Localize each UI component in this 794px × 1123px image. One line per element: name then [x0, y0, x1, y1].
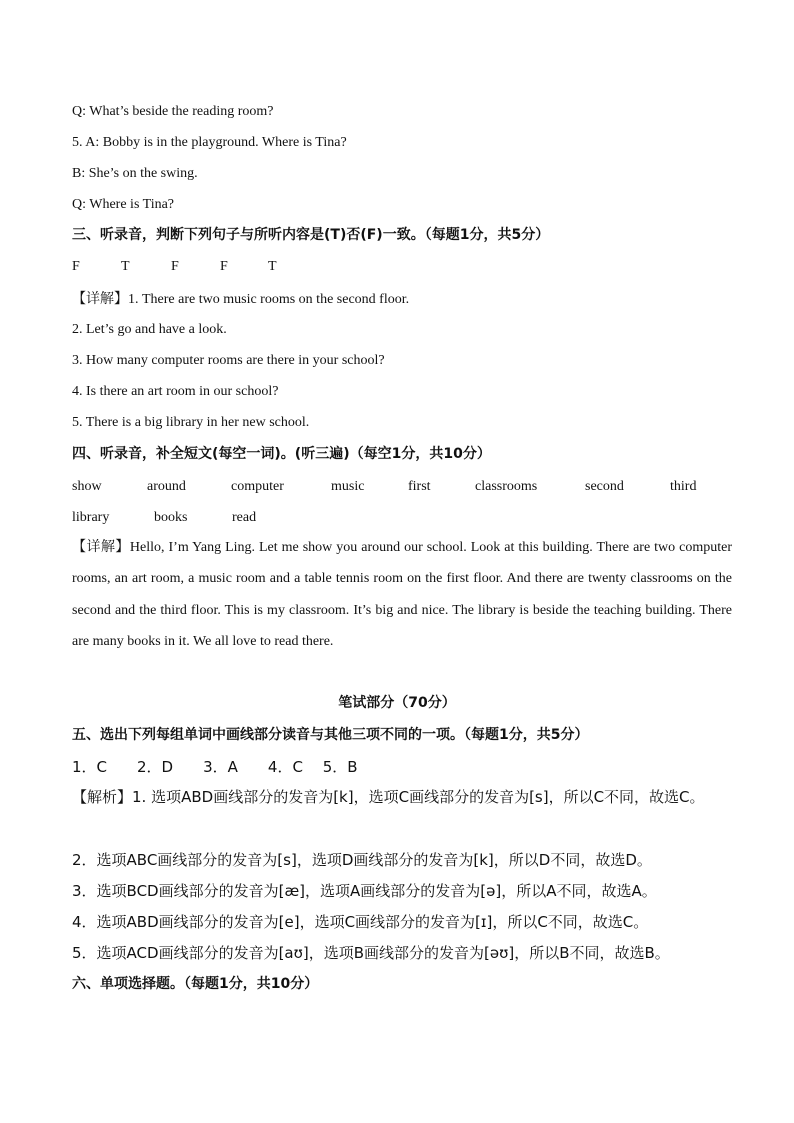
word: music	[331, 479, 365, 494]
analysis-item	[72, 782, 736, 813]
question-line: Q: What’s beside the reading room?	[72, 104, 274, 119]
dialogue-line: B: She’s on the swing.	[72, 166, 198, 181]
analysis-text: 1. 选项ABD画线部分的发音为[k]，选项C画线部分的发音为[s]，所以C不同，故选C。	[132, 788, 705, 806]
analysis-item: 2．选项ABC画线部分的发音为[s]，选项D画线部分的发音为[k]，所以D不同，故选D。	[72, 851, 652, 869]
section-5-answers: 1．C 2．D 3．A 4．C 5．B	[72, 758, 358, 776]
detail-line: 5. There is a big library in her new school.	[72, 415, 310, 430]
section-3-answers	[72, 258, 277, 276]
passage-text: Hello, I’m Yang Ling. Let me show you around our school. Look at this building. There are two computer rooms, an art room, a music room and a table tennis room on the first floor. And there are twenty classrooms on the second and the third floor. This is my classroom. It’s big and nice. The library is beside the teaching building. There are many books in it. We all love to read there.	[72, 540, 733, 649]
word: library	[72, 510, 110, 525]
detail-text: 1. There are two music rooms on the second floor.	[128, 292, 410, 307]
dialogue-line: 5. A: Bobby is in the playground. Where is Tina?	[72, 135, 347, 150]
word: around	[147, 479, 186, 494]
word: first	[408, 479, 431, 494]
answer: T	[121, 259, 130, 274]
word: classrooms	[475, 479, 538, 494]
detail-label: 【详解】	[72, 539, 130, 555]
answer: F	[220, 259, 228, 274]
detail-label: 【详解】	[72, 291, 128, 307]
detail-line	[72, 290, 409, 309]
answer: F	[72, 259, 80, 274]
detail-line: 3. How many computer rooms are there in your school?	[72, 353, 385, 368]
answer: T	[268, 259, 277, 274]
word: second	[585, 479, 624, 494]
analysis-item: 3．选项BCD画线部分的发音为[æ]，选项A画线部分的发音为[ə]，所以A不同，故选A。	[72, 882, 657, 900]
section-5-heading: 五、选出下列每组单词中画线部分读音与其他三项不同的一项。（每题1分，共5分）	[72, 727, 589, 743]
detail-passage	[72, 532, 732, 657]
section-6-heading: 六、单项选择题。（每题1分，共10分）	[72, 976, 319, 992]
word-bank-row	[72, 509, 256, 527]
word: books	[154, 510, 188, 525]
word: computer	[231, 479, 284, 494]
word: third	[670, 479, 697, 494]
word: show	[72, 479, 102, 494]
written-part-title: 笔试部分（70分）	[338, 695, 456, 711]
question-line: Q: Where is Tina?	[72, 197, 175, 212]
detail-line: 2. Let’s go and have a look.	[72, 322, 227, 337]
word-bank-row	[72, 478, 696, 496]
word: read	[232, 510, 257, 525]
section-4-heading: 四、听录音，补全短文(每空一词)。(听三遍)（每空1分，共10分）	[72, 446, 491, 462]
detail-line: 4. Is there an art room in our school?	[72, 384, 279, 399]
analysis-label: 【解析】	[72, 788, 133, 806]
answer: F	[171, 259, 179, 274]
analysis-item: 5．选项ACD画线部分的发音为[aʊ]，选项B画线部分的发音为[əʊ]，所以B不同，故选B。	[72, 944, 670, 962]
section-3-heading: 三、听录音，判断下列句子与所听内容是(T)否(F)一致。（每题1分，共5分）	[72, 227, 550, 243]
analysis-item: 4．选项ABD画线部分的发音为[e]，选项C画线部分的发音为[ɪ]，所以C不同，故选C。	[72, 913, 649, 931]
